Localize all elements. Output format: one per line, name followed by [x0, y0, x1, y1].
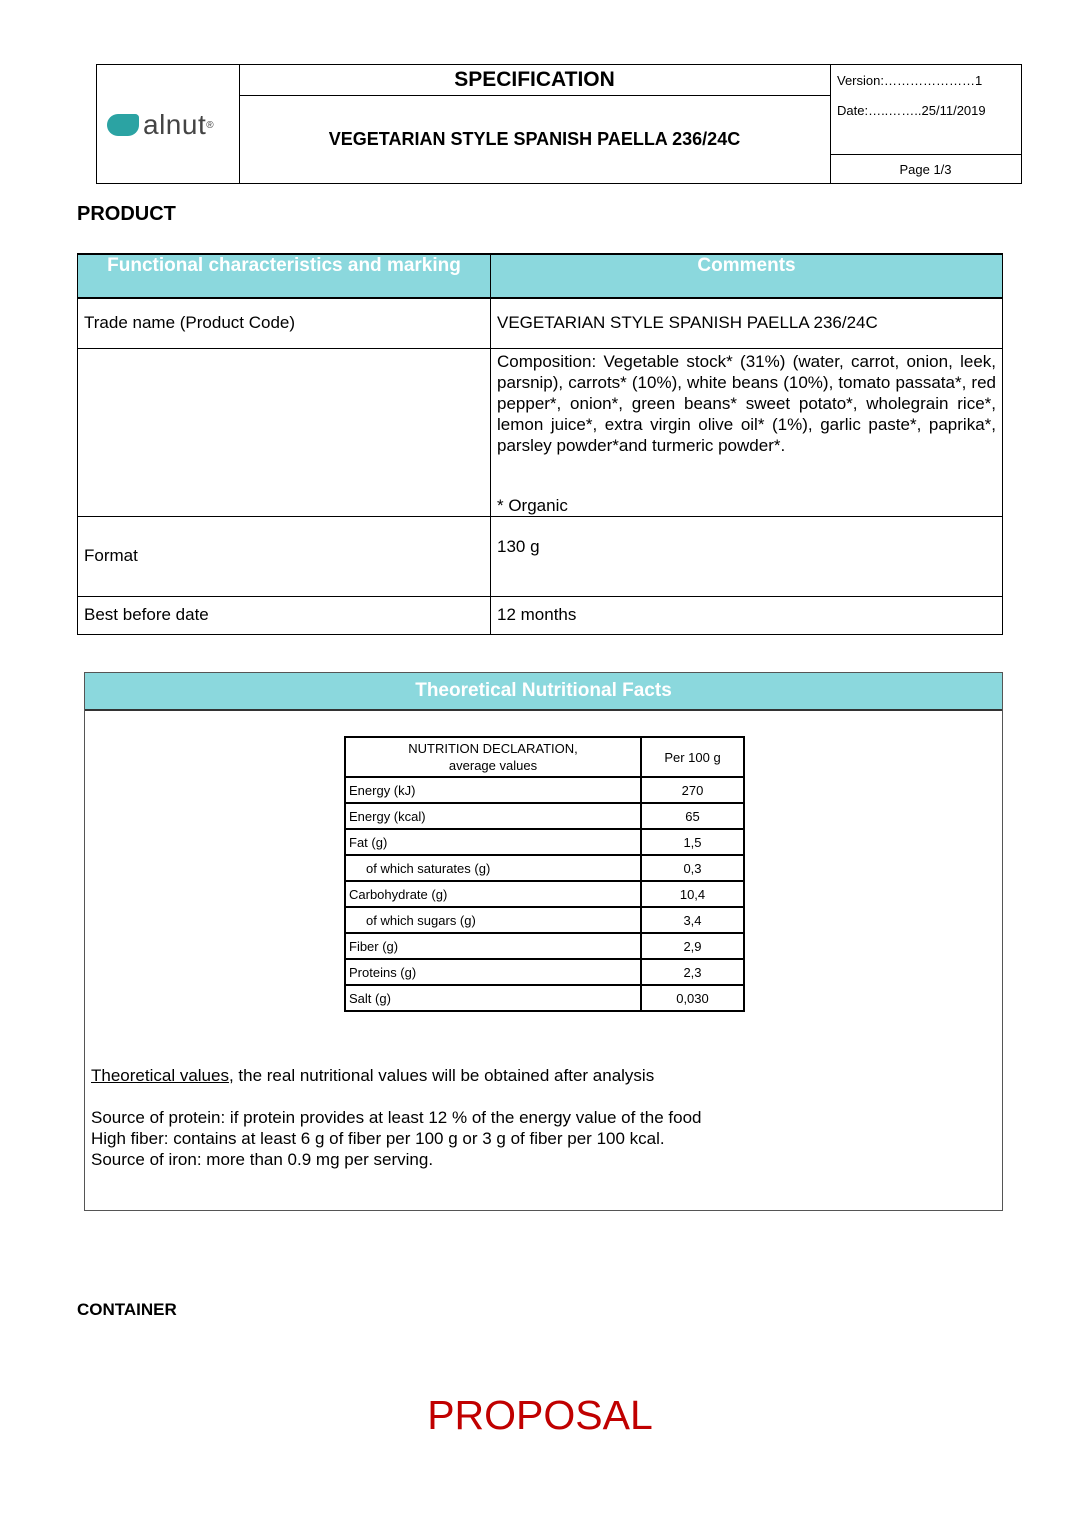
theoretical-label: Theoretical values	[91, 1066, 229, 1085]
nutrition-claims	[91, 1107, 702, 1170]
claim-iron: Source of iron: more than 0.9 mg per serving.	[91, 1150, 434, 1169]
table-header-row	[78, 254, 1003, 298]
row-value: VEGETARIAN STYLE SPANISH PAELLA 236/24C	[491, 298, 1003, 348]
composition-cell	[491, 348, 1003, 516]
table-row	[345, 829, 744, 855]
product-name-title: VEGETARIAN STYLE SPANISH PAELLA 236/24C	[239, 95, 831, 183]
leaf-icon	[107, 114, 139, 136]
table-row	[345, 855, 744, 881]
theoretical-rest: , the real nutritional values will be obtained after analysis	[228, 1066, 655, 1085]
nutrient-value: 3,4	[641, 907, 744, 933]
nutrient-value: 1,5	[641, 829, 744, 855]
nutrient-label: of which saturates (g)	[345, 855, 641, 881]
nutrient-value: 0,030	[641, 985, 744, 1011]
col-header-comments: Comments	[491, 254, 1003, 298]
nutrition-header-line1: NUTRITION DECLARATION,	[408, 741, 578, 756]
table-row	[78, 348, 1003, 516]
nutrient-value: 0,3	[641, 855, 744, 881]
document-header	[96, 64, 1022, 184]
table-row	[78, 596, 1003, 634]
nutrient-value: 65	[641, 803, 744, 829]
table-row	[345, 933, 744, 959]
nutrient-label: Carbohydrate (g)	[345, 881, 641, 907]
table-row	[345, 881, 744, 907]
version-field: Version:…………………1	[837, 73, 983, 88]
nutrient-label: Salt (g)	[345, 985, 641, 1011]
nutrient-label: Fiber (g)	[345, 933, 641, 959]
organic-note: * Organic	[497, 495, 568, 515]
doc-title: SPECIFICATION	[239, 65, 831, 96]
nutrition-header-cell	[345, 737, 641, 777]
registered-mark: ®	[206, 119, 214, 131]
logo-text: alnut	[143, 109, 207, 140]
nutrition-heading: Theoretical Nutritional Facts	[85, 673, 1002, 711]
nutrition-box	[84, 672, 1003, 1211]
product-heading: PRODUCT	[77, 203, 176, 225]
table-row	[345, 907, 744, 933]
page-number: Page 1/3	[830, 154, 1021, 184]
row-value: 130 g	[491, 516, 1003, 596]
proposal-stamp: PROPOSAL	[427, 1392, 653, 1438]
nutrition-header-row	[345, 737, 744, 777]
nutrient-label: Energy (kcal)	[345, 803, 641, 829]
row-label: Format	[78, 516, 491, 596]
table-row	[78, 516, 1003, 596]
nutrient-label: Proteins (g)	[345, 959, 641, 985]
date-field: Date:…..……..25/11/2019	[837, 103, 986, 118]
brand-logo	[107, 109, 214, 141]
table-row	[78, 298, 1003, 348]
row-value: 12 months	[491, 596, 1003, 634]
nutrient-value: 10,4	[641, 881, 744, 907]
nutrition-header-line2: average values	[448, 758, 538, 773]
container-heading: CONTAINER	[77, 1300, 177, 1319]
theoretical-note	[91, 1065, 654, 1086]
col-header-characteristics: Functional characteristics and marking	[78, 254, 491, 298]
composition-text: Composition: Vegetable stock* (31%) (water, carrot, onion, leek, parsnip), carrots* (10%), white beans (10%), tomato passata*, red pepper*, onion*, green beans* sweet potato*, wholegrain rice*, lemon juice*, extra virgin olive oil* (1%), garlic paste*, paprika*, parsley powder*and turmeric powder*.	[497, 351, 996, 455]
row-label: Best before date	[78, 596, 491, 634]
nutrient-value: 2,9	[641, 933, 744, 959]
row-label: Trade name (Product Code)	[78, 298, 491, 348]
table-row	[345, 985, 744, 1011]
claim-fiber: High fiber: contains at least 6 g of fiber per 100 g or 3 g of fiber per 100 kcal.	[91, 1129, 665, 1148]
nutrient-label: Energy (kJ)	[345, 777, 641, 803]
table-row	[345, 959, 744, 985]
nutrition-table	[344, 736, 745, 1012]
table-row	[345, 803, 744, 829]
row-label	[78, 348, 491, 516]
logo-cell	[97, 65, 240, 183]
claim-protein: Source of protein: if protein provides at least 12 % of the energy value of the food	[91, 1108, 702, 1127]
product-table	[77, 253, 1003, 635]
nutrient-value: 270	[641, 777, 744, 803]
nutrient-label: of which sugars (g)	[345, 907, 641, 933]
per-100g-header: Per 100 g	[641, 737, 744, 777]
table-row	[345, 777, 744, 803]
nutrient-value: 2,3	[641, 959, 744, 985]
nutrient-label: Fat (g)	[345, 829, 641, 855]
